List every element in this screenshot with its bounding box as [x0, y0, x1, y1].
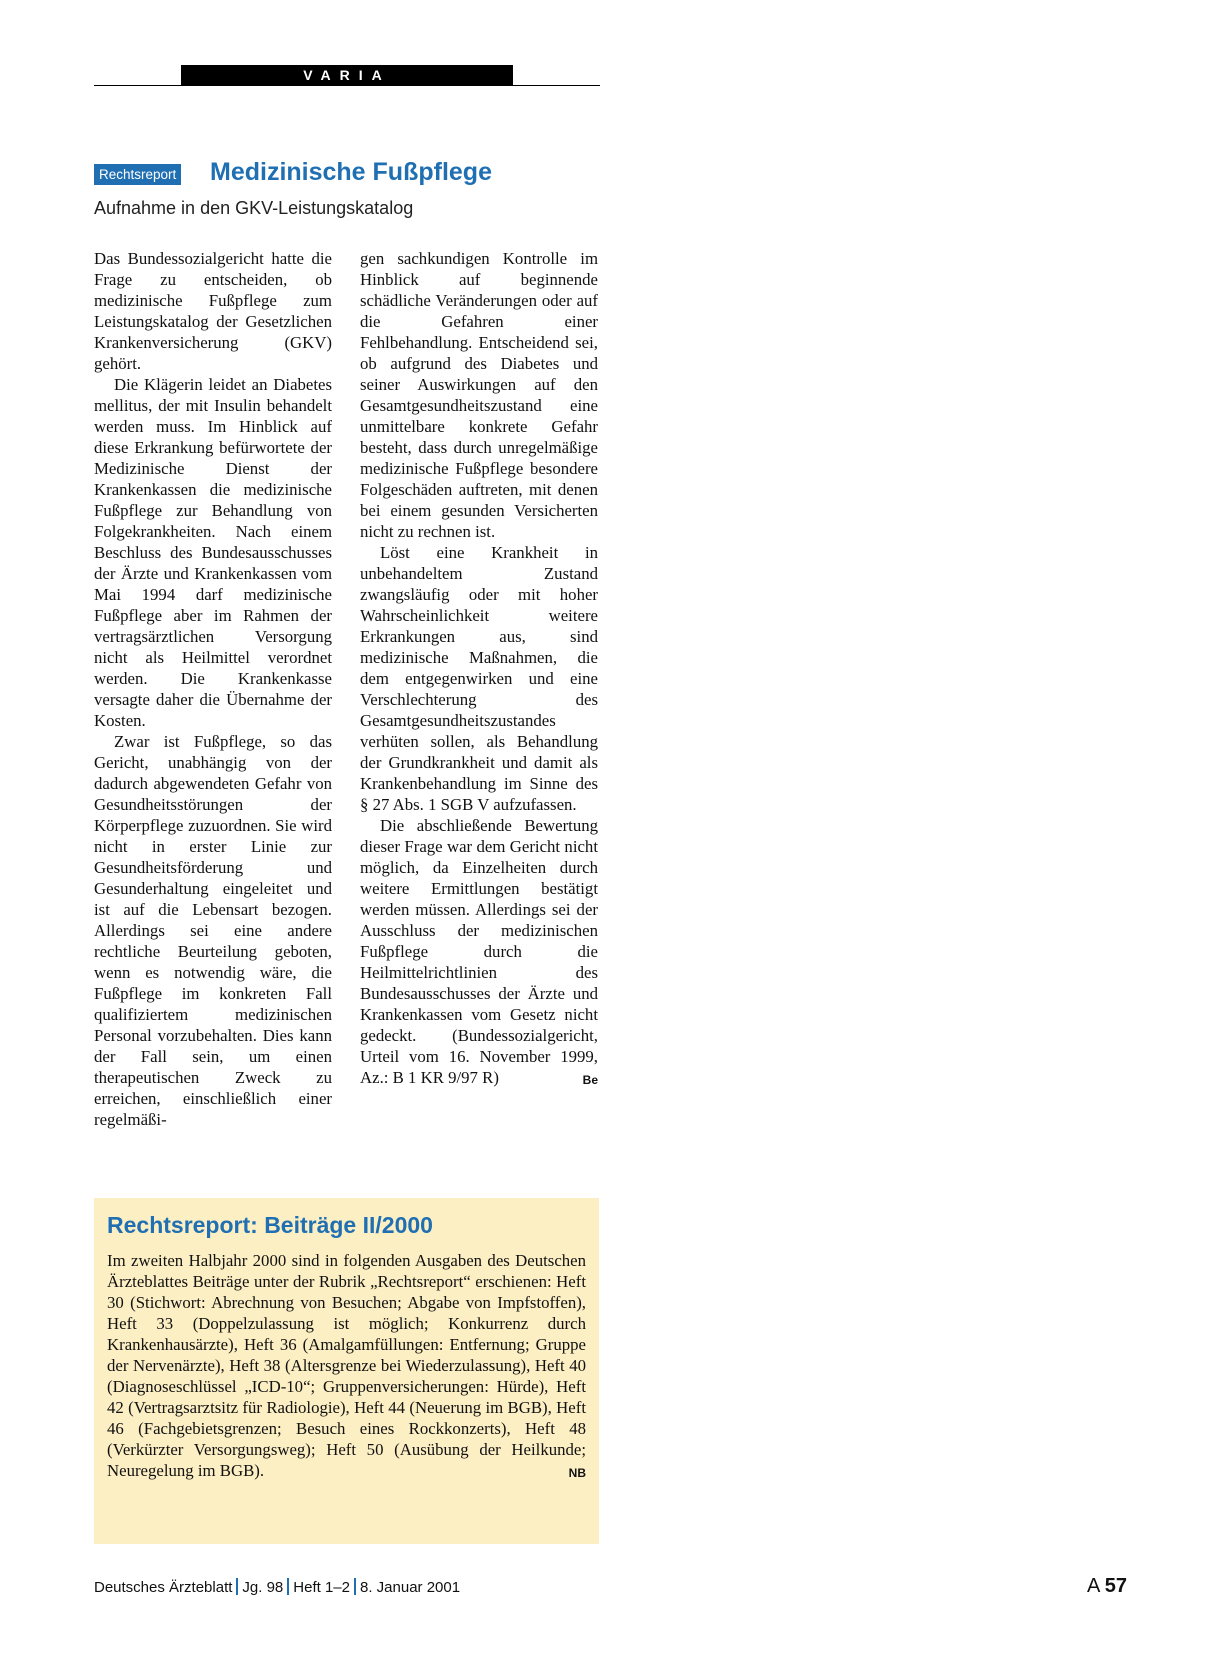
article-column-right — [360, 248, 598, 1091]
journal-date: 8. Januar 2001 — [360, 1579, 461, 1596]
journal-name: Deutsches Ärzteblatt — [94, 1579, 233, 1596]
article-title: Medizinische Fußpflege — [210, 158, 492, 186]
page-number — [1087, 1574, 1127, 1598]
paragraph: Zwar ist Fußpflege, so das Gericht, unabhängig von der dadurch abgewendeten Gefahr von Gesundheitsstörungen der Körperpflege zuzuordnen. Sie wird nicht in erster Linie zur Gesundheitsförderung und Gesunderhaltung eingeleitet und ist auf die Lebensart bezogen. Allerdings sei eine andere rechtliche Beurteilung geboten, wenn es notwendig wäre, die Fußpflege im konkreten Fall qualifiziertem medizinischen Personal vorzubehalten. Dies kann der Fall sein, um einen therapeutischen Zweck zu erreichen, einschließlich einer regelmäßi- — [94, 732, 332, 1129]
header-rule — [94, 85, 600, 86]
journal-volume: Jg. 98 — [242, 1579, 284, 1596]
info-box-title: Rechtsreport: Beiträge II/2000 — [107, 1212, 433, 1238]
page-number-value: 57 — [1104, 1575, 1127, 1597]
info-box-signature: NB — [568, 1466, 586, 1480]
footer-separator — [236, 1578, 238, 1595]
category-badge: Rechtsreport — [94, 164, 181, 185]
author-signature: Be — [582, 1073, 598, 1087]
footer-separator — [287, 1578, 289, 1595]
paragraph: gen sachkundigen Kontrolle im Hinblick auf beginnende schädliche Veränderungen oder auf die Gefahren einer Fehlbehandlung. Entscheidend sei, ob aufgrund des Diabetes und seiner Auswirkungen auf den Gesamtgesundheitszustand eine unmittelbare konkrete Gefahr besteht, dass durch unregelmäßige medizinische Fußpflege besondere Folgeschäden auftreten, mit denen bei einem gesunden Versicherten nicht zu rechnen ist. — [360, 249, 598, 541]
article-column-left — [94, 248, 332, 1130]
journal-issue: Heft 1–2 — [293, 1579, 350, 1596]
info-box-body: Im zweiten Halbjahr 2000 sind in folgenden Ausgaben des Deutschen Ärzteblattes Beiträge unter der Rubrik „Rechtsreport“ erschienen: Heft 30 (Stichwort: Abrechnung von Besuchen; Abgabe von Impfstoffen), Heft 33 (Doppelzulassung ist möglich; Konkurrenz durch Krankenhausärzte), Heft 36 (Amalgamfüllungen: Entfernung; Gruppe der Nervenärzte), Heft 38 (Altersgrenze bei Wiederzulassung), Heft 40 (Diagnoseschlüssel „ICD-10“; Gruppenversicherungen: Hürde), Heft 42 (Vertragsarztsitz für Radiologie), Heft 44 (Neuerung im BGB), Heft 46 (Fachgebietsgrenzen; Besuch eines Rockkonzerts), Heft 48 (Verkürzter Versorgungsweg); Heft 50 (Ausübung der Heilkunde; Neuregelung im BGB). — [107, 1251, 586, 1480]
info-box-text — [107, 1250, 586, 1481]
paragraph-text: Die abschließende Bewertung dieser Frage war dem Gericht nicht möglich, da Einzelheiten durch weitere Ermittlungen bestätigt werden müssen. Allerdings sei der Ausschluss der medizinischen Fußpflege durch die Heilmittelrichtlinien des Bundesausschusses der Ärzte und Krankenkassen vom Gesetz nicht gedeckt. (Bundessozialgericht, Urteil vom 16. November 1999, Az.: B 1 KR 9/97 R) — [360, 816, 598, 1087]
article-subtitle: Aufnahme in den GKV-Leistungskatalog — [94, 198, 414, 218]
footer-separator — [354, 1578, 356, 1595]
page-footer — [94, 1578, 460, 1598]
info-box — [94, 1198, 599, 1544]
paragraph: Die Klägerin leidet an Diabetes mellitus, der mit Insulin behandelt werden muss. Im Hinblick auf diese Erkrankung befürwortete der Medizinische Dienst der Krankenkassen die medizinische Fußpflege zur Behandlung von Folgekrankheiten. Nach einem Beschluss des Bundesausschusses der Ärzte und Krankenkassen vom Mai 1994 darf medizinische Fußpflege aber im Rahmen der vertragsärztlichen Versorgung nicht als Heilmittel verordnet werden. Die Krankenkasse versagte daher die Übernahme der Kosten. — [94, 375, 332, 730]
paragraph: Löst eine Krankheit in unbehandeltem Zustand zwangsläufig oder mit hoher Wahrscheinlichkeit weitere Erkrankungen aus, sind medizinische Maßnahmen, die dem entgegenwirken und eine Verschlechterung des Gesamtgesundheitszustandes verhüten sollen, als Behandlung der Grundkrankheit und damit als Krankenbehandlung im Sinne des § 27 Abs. 1 SGB V aufzufassen. — [360, 543, 598, 814]
section-header: VARIA — [181, 65, 513, 85]
paragraph — [360, 815, 598, 1088]
paragraph: Das Bundessozialgericht hatte die Frage zu entscheiden, ob medizinische Fußpflege zum Leistungskatalog der Gesetzlichen Krankenversicherung (GKV) gehört. — [94, 249, 332, 373]
page-prefix: A — [1086, 1575, 1100, 1597]
